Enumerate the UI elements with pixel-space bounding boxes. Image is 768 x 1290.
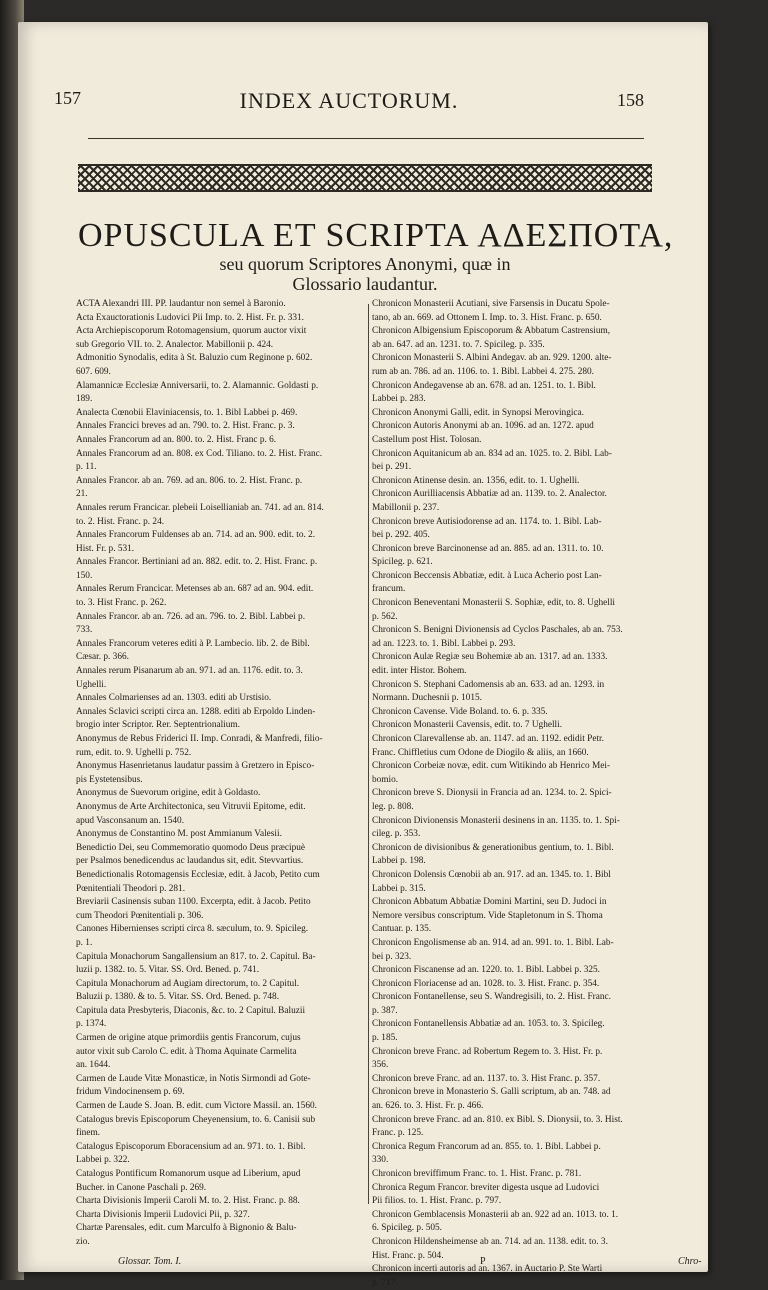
- index-line: sub Gregorio VII. to. 2. Analector. Mabillonii p. 424.: [76, 339, 274, 350]
- index-line: bei p. 292. 405.: [372, 530, 430, 541]
- index-line: Anonymus de Suevorum origine, edit à Goldasto.: [76, 788, 261, 799]
- index-line: leg. p. 808.: [372, 801, 414, 812]
- index-line: Cæsar. p. 366.: [76, 652, 129, 663]
- index-line: p. 11.: [76, 462, 97, 473]
- index-line: 330.: [372, 1155, 389, 1166]
- index-line: p. 1.: [76, 937, 93, 948]
- index-line: Chronicon incerti autoris ad an. 1367. in Auctario P. Ste Warti: [372, 1264, 603, 1275]
- index-line: Chronicon Andegavense ab an. 678. ad an. 1251. to. 1. Bibl.: [372, 380, 596, 391]
- signature-mark: P: [480, 1256, 486, 1267]
- index-line: Capitula data Presbyteris, Diaconis, &c. to. 2 Capitul. Baluzii: [76, 1005, 306, 1016]
- index-line: Chronicon Fiscanense ad an. 1220. to. 1. Bibl. Labbei p. 325.: [372, 965, 600, 976]
- index-line: Normann. Duchesnii p. 1015.: [372, 693, 482, 704]
- index-line: rum, edit. to. 9. Ughelli p. 752.: [76, 747, 192, 758]
- index-line: 607. 609.: [76, 366, 111, 377]
- index-line: 6. Spicileg. p. 505.: [372, 1223, 442, 1234]
- index-line: Chronicon Abbatum Abbatiæ Domini Martini, seu D. Judoci in: [372, 897, 607, 908]
- page-number-right: 158: [617, 90, 644, 110]
- left-column: [76, 298, 364, 1250]
- index-line: Annales Rerum Francicar. Metenses ab an. 687 ad an. 904. edit.: [76, 584, 314, 595]
- index-line: Chronicon breve Franc. ad an. 810. ex Bibl. S. Dionysii, to. 3. Hist.: [372, 1114, 623, 1125]
- section-title-main: OPUSCULA ET SCRIPTA ΑΔΕΣΠΟΤΑ,: [78, 217, 674, 254]
- index-line: Ughelli.: [76, 679, 107, 690]
- index-line: Chronicon Albigensium Episcoporum & Abbatum Castrensium,: [372, 326, 611, 337]
- index-line: Chronicon Floriacense ad an. 1028. to. 3. Hist. Franc. p. 354.: [372, 978, 600, 989]
- index-line: p. 562.: [372, 611, 398, 622]
- index-line: Chronicon Engolismense ab an. 914. ad an. 991. to. 1. Bibl. Lab-: [372, 937, 614, 948]
- index-line: Charta Divisionis Imperii Ludovici Pii, p. 327.: [76, 1209, 250, 1220]
- index-line: Chronicon breviffimum Franc. to. 1. Hist. Franc. p. 781.: [372, 1169, 582, 1179]
- index-line: Catalogus Pontificum Romanorum usque ad Liberium, apud: [76, 1169, 301, 1179]
- index-line: per Psalmos benedicendus ac laudandus sit, edit. Stevvartius.: [76, 856, 304, 867]
- index-line: p. 185.: [372, 1033, 398, 1044]
- index-line: p. 387.: [372, 1005, 398, 1016]
- index-line: rum ab an. 786. ad an. 1106. to. 1. Bibl. Labbei 4. 275. 280.: [372, 366, 594, 377]
- index-line: Annales rerum Pisanarum ab an. 971. ad an. 1176. edit. to. 3.: [76, 666, 303, 677]
- index-line: Chronicon S. Benigni Divionensis ad Cyclos Paschales, ab an. 753.: [372, 625, 623, 636]
- index-line: Catalogus Episcoporum Eboracensium ad an. 971. to. 1. Bibl.: [76, 1141, 306, 1152]
- index-line: bomio.: [372, 774, 399, 785]
- index-line: Hist. Franc. p. 504.: [372, 1250, 444, 1261]
- index-line: Benedictionalis Rotomagensis Ecclesiæ, edit. à Jacob, Petito cum: [76, 869, 320, 880]
- index-line: Chronicon Corbeiæ novæ, edit. cum Witikindo ab Henrico Mei-: [372, 761, 611, 772]
- column-divider: [368, 304, 369, 1204]
- index-line: Acta Archiepiscoporum Rotomagensium, quorum auctor vixit: [76, 326, 307, 337]
- index-line: Annales Francici breves ad an. 790. to. 2. Hist. Franc. p. 3.: [76, 421, 295, 432]
- catchword: Chro-: [678, 1256, 702, 1267]
- index-line: Labbei p. 198.: [372, 856, 426, 867]
- index-line: Franc. Chiffletius cum Odone de Diogilo & aliis, an 1660.: [372, 747, 589, 758]
- index-line: Annales Francorum veteres editi à P. Lambecio. lib. 2. de Bibl.: [76, 638, 310, 649]
- index-line: Labbei p. 315.: [372, 883, 426, 894]
- index-line: pis Eystetensibus.: [76, 774, 143, 785]
- index-line: Labbei p. 283.: [372, 394, 426, 405]
- index-line: Chronicon Cavense. Vide Boland. to. 6. p. 335.: [372, 706, 548, 717]
- index-line: Annales Francor. ab an. 726. ad an. 796. to. 2. Bibl. Labbei p.: [76, 611, 306, 622]
- index-line: fridum Vindocinensem p. 69.: [76, 1087, 185, 1098]
- index-line: Chronicon breve Franc. ad an. 1137. to. 3. Hist Franc. p. 357.: [372, 1073, 601, 1084]
- running-title: INDEX AUCTORUM.: [239, 88, 459, 113]
- index-line: Cantuar. p. 135.: [372, 924, 432, 935]
- index-line: Chronicon Monasterii Cavensis, edit. to. 7 Ughelli.: [372, 720, 563, 731]
- index-line: Carmen de origine atque primordiis gentis Francorum, cujus: [76, 1033, 301, 1044]
- index-line: finem.: [76, 1128, 101, 1139]
- index-line: Annales Francorum ad an. 800. to. 2. Hist. Franc p. 6.: [76, 434, 277, 445]
- index-line: Chronicon breve in Monasterio S. Galli scriptum, ab an. 748. ad: [372, 1087, 611, 1098]
- index-line: Chronicon Gemblacensis Monasterii ab an. 922 ad an. 1013. to. 1.: [372, 1209, 619, 1220]
- index-line: Alamannicæ Ecclesiæ Anniversarii, to. 2. Alamannic. Goldasti p.: [76, 380, 319, 391]
- index-line: Chronicon Divionensis Monasterii desinens in an. 1135. to. 1. Spi-: [372, 815, 620, 826]
- index-line: Chronicon Monasterii S. Albini Andegav. ab an. 929. 1200. alte-: [372, 353, 612, 364]
- index-line: Chronicon Aquitanicum ab an. 834 ad an. 1025. to. 2. Bibl. Lab-: [372, 448, 612, 459]
- index-line: Chronicon Fontanellensis Abbatiæ ad an. 1053. to. 3. Spicileg.: [372, 1019, 605, 1030]
- index-line: Bucher. in Canone Paschali p. 269.: [76, 1182, 207, 1193]
- index-line: Annales Francor. ab an. 769. ad an. 806. to. 2. Hist. Franc. p.: [76, 475, 303, 486]
- index-line: Chronicon Hildensheimense ab an. 714. ad an. 1138. edit. to. 3.: [372, 1236, 608, 1247]
- index-line: Mabillonii p. 237.: [372, 502, 440, 513]
- index-line: cum Theodori Pœnitentiali p. 306.: [76, 910, 204, 921]
- index-line: Pii filios. to. 1. Hist. Franc. p. 797.: [372, 1196, 502, 1207]
- index-line: 150.: [76, 570, 93, 581]
- index-line: to. 3. Hist Franc. p. 262.: [76, 598, 167, 609]
- index-line: Castellum post Hist. Tolosan.: [372, 434, 482, 445]
- book-page: [18, 22, 708, 1288]
- index-line: Chartæ Parensales, edit. cum Marculfo à Bignonio & Balu-: [76, 1223, 297, 1234]
- index-line: Canones Hibernienses scripti circa 8. sæculum, to. 9. Spicileg.: [76, 924, 309, 935]
- index-line: Anonymus Hasenrietanus laudatur passim à Gretzero in Episco-: [76, 761, 315, 772]
- index-line: Breviarii Casinensis suban 1100. Excerpta, edit. à Jacob. Petito: [76, 897, 311, 908]
- index-line: Chronicon S. Stephani Cadomensis ab an. 633. ad an. 1293. in: [372, 679, 605, 690]
- index-line: Capitula Monachorum Sangallensium an 817. to. 2. Capitul. Ba-: [76, 951, 316, 962]
- index-line: tano, ab an. 669. ad Ottonem I. Imp. to. 3. Hist. Franc. p. 650.: [372, 312, 602, 323]
- index-line: ab an. 647. ad an. 1231. to. 7. Spicileg. p. 335.: [372, 339, 545, 350]
- index-line: Acta Exauctorationis Ludovici Pii Imp. to. 2. Hist. Fr. p. 331.: [76, 312, 305, 323]
- index-line: Carmen de Laude S. Joan. B. edit. cum Victore Massil. an. 1560.: [76, 1101, 317, 1112]
- index-line: Baluzii p. 1380. & to. 5. Vitar. SS. Ord. Bened. p. 748.: [76, 992, 280, 1003]
- index-line: Chronicon breve Barcinonense ad an. 885. ad an. 1311. to. 10.: [372, 543, 604, 554]
- index-line: Chronicon Autoris Anonymi ab an. 1096. ad an. 1272. apud: [372, 421, 594, 432]
- index-line: Chronicon Beneventani Monasterii S. Sophiæ, edit, to. 8. Ughelli: [372, 598, 615, 609]
- index-line: Hist. Fr. p. 531.: [76, 543, 135, 554]
- index-line: ad an. 1223. to. 1. Bibl. Labbei p. 293.: [372, 638, 516, 649]
- index-line: cileg. p. 353.: [372, 829, 421, 840]
- index-line: 21.: [76, 489, 88, 500]
- index-line: Chronica Regum Francorum ad an. 855. to. 1. Bibl. Labbei p.: [372, 1141, 601, 1152]
- index-line: p. 1374.: [76, 1019, 107, 1030]
- index-line: Annales Colmarienses ad an. 1303. editi ab Urstisio.: [76, 693, 272, 704]
- index-line: 733.: [76, 625, 93, 636]
- page-number-left: 157: [54, 88, 81, 108]
- index-line: Catalogus brevis Episcoporum Cheyenensium, to. 6. Canisii sub: [76, 1114, 316, 1125]
- section-title-line-3: Glossario laudantur.: [292, 274, 438, 294]
- index-line: Chronicon Dolensis Cœnobii ab an. 917. ad an. 1345. to. 1. Bibl: [372, 869, 611, 880]
- index-line: Chronicon Fontanellense, seu S. Wandregisili, to. 2. Hist. Franc.: [372, 992, 611, 1003]
- index-line: apud Vasconsanum an. 1540.: [76, 815, 185, 826]
- index-line: Spicileg. p. 621.: [372, 557, 433, 568]
- index-line: bei p. 291.: [372, 462, 412, 473]
- right-column: [372, 298, 662, 1290]
- index-line: Labbei p. 322.: [76, 1155, 130, 1166]
- index-line: Chronicon breve Franc. ad Robertum Regem to. 3. Hist. Fr. p.: [372, 1046, 603, 1057]
- index-line: edit. inter Histor. Bohem.: [372, 666, 467, 677]
- index-line: Benedictio Dei, seu Commemoratio quomodo Deus præcipuè: [76, 842, 306, 853]
- index-line: 356.: [372, 1060, 389, 1071]
- index-line: p. 717.: [372, 1277, 398, 1288]
- index-line: Chronicon breve S. Dionysii in Francia ad an. 1234. to. 2. Spici-: [372, 788, 612, 799]
- ornamental-band: [78, 164, 652, 192]
- index-line: Chronicon Beccensis Abbatiæ, edit. à Luca Acherio post Lan-: [372, 570, 602, 581]
- index-line: Chronicon breve Autisiodorense ad an. 1174. to. 1. Bibl. Lab-: [372, 516, 602, 527]
- index-line: Chronicon Aurilliacensis Abbatiæ ad an. 1139. to. 2. Analector.: [372, 489, 607, 500]
- index-line: Capitula Monachorum ad Augiam directorum, to. 2 Capitul.: [76, 978, 300, 989]
- index-line: Charta Divisionis Imperii Caroli M. to. 2. Hist. Franc. p. 88.: [76, 1196, 300, 1207]
- section-title-line-2: seu quorum Scriptores Anonymi, quæ in: [219, 254, 511, 274]
- index-line: Anonymus de Arte Architectonica, seu Vitruvii Epitome, edit.: [76, 801, 306, 812]
- index-line: autor vixit sub Carolo C. edit. à Thoma Aquinate Carmelita: [76, 1046, 297, 1057]
- index-line: to. 2. Hist. Franc. p. 24.: [76, 516, 165, 527]
- index-line: luzii p. 1382. to. 5. Vitar. SS. Ord. Bened. p. 741.: [76, 965, 260, 976]
- index-line: Pœnitentiali Theodori p. 281.: [76, 883, 186, 894]
- index-line: Franc. p. 125.: [372, 1128, 424, 1139]
- index-line: an. 626. to. 3. Hist. Fr. p. 466.: [372, 1101, 484, 1112]
- index-line: brogio inter Scriptor. Rer. Septentrionalium.: [76, 720, 240, 731]
- index-line: Chronicon de divisionibus & generationibus gentium, to. 1. Bibl.: [372, 842, 614, 853]
- index-line: Anonymus de Constantino M. post Ammianum Valesii.: [76, 829, 282, 840]
- index-line: ACTA Alexandri III. PP. laudantur non semel à Baronio.: [76, 299, 286, 309]
- index-line: bei p. 323.: [372, 951, 412, 962]
- index-line: Chronicon Aulæ Regiæ seu Bohemiæ ab an. 1317. ad an. 1333.: [372, 652, 608, 663]
- index-line: Analecta Cœnobii Elaviniacensis, to. 1. Bibl Labbei p. 469.: [76, 407, 298, 418]
- index-line: an. 1644.: [76, 1060, 111, 1071]
- index-line: Anonymus de Rebus Friderici II. Imp. Conradi, & Manfredi, filio-: [76, 734, 323, 744]
- index-line: Annales Francorum Fuldenses ab an. 714. ad an. 900. edit. to. 2.: [76, 530, 316, 541]
- index-line: francum.: [372, 584, 406, 595]
- header-rule: [88, 138, 644, 139]
- index-line: Admonitio Synodalis, edita à St. Baluzio cum Reginone p. 602.: [76, 353, 313, 364]
- index-line: Annales Francor. Bertiniani ad an. 882. edit. to. 2. Hist. Franc. p.: [76, 557, 318, 568]
- section-title: [78, 217, 674, 294]
- index-line: Annales Sclavici scripti circa an. 1288. editi ab Erpoldo Linden-: [76, 706, 316, 717]
- page-header: [54, 88, 644, 118]
- index-line: Chronica Regum Francor. breviter digesta usque ad Ludovici: [372, 1182, 600, 1193]
- index-line: Chronicon Atinense desin. an. 1356, edit. to. 1. Ughelli.: [372, 475, 580, 486]
- index-line: zio.: [76, 1236, 90, 1247]
- index-line: Annales rerum Francicar. plebeii Loisellianiab an. 741. ad an. 814.: [76, 502, 324, 513]
- index-line: Carmen de Laude Vitæ Monasticæ, in Notis Sirmondi ad Gote-: [76, 1073, 311, 1084]
- index-line: Chronicon Anonymi Galli, edit. in Synopsi Merovingica.: [372, 407, 585, 418]
- index-line: 189.: [76, 394, 93, 405]
- index-line: Annales Francorum ad an. 808. ex Cod. Tiliano. to. 2. Hist. Franc.: [76, 448, 323, 459]
- index-line: Nemore versibus conscriptum. Vide Stapletonum in S. Thoma: [372, 910, 603, 921]
- index-line: Chronicon Monasterii Acutiani, sive Farsensis in Ducatu Spole-: [372, 299, 610, 309]
- signature-line: Glossar. Tom. I.: [118, 1256, 182, 1267]
- index-line: Chronicon Clarevallense ab. an. 1147. ad an. 1192. edidit Petr.: [372, 734, 604, 744]
